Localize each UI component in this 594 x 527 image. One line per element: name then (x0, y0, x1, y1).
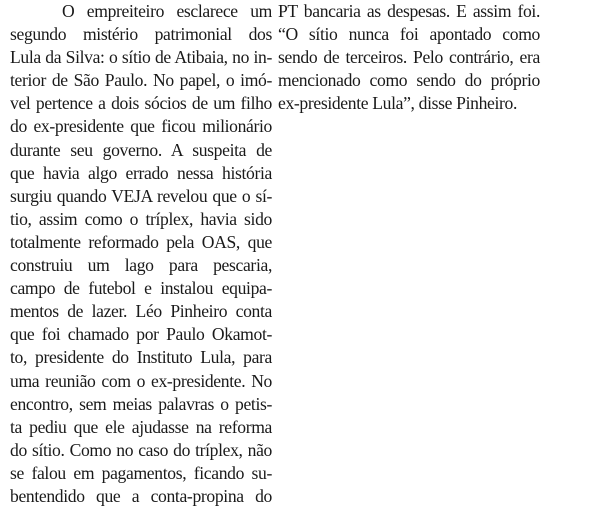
article-text-line: ta pediu que ele ajudasse na reforma (10, 416, 272, 437)
article-text-line: terior de São Paulo. No papel, o imó- (10, 70, 272, 91)
article-text-line: que foi chamado por Paulo Okamot- (10, 324, 272, 345)
article-text-line: uma reunião com o ex-presidente. No (10, 370, 272, 391)
article-text-line: durante seu governo. A suspeita de (10, 139, 272, 160)
article-text-line: surgiu quando VEJA revelou que o sí- (10, 185, 272, 206)
article-text-line: sendo de terceiros. Pelo contrário, era (278, 47, 540, 68)
article-text-line: mencionado como sendo do próprio (278, 70, 540, 91)
article-text-line: O empreiteiro esclarece um (62, 1, 272, 21)
article-text-line: construiu um lago para pescaria, (10, 255, 272, 276)
article-text-line: encontro, sem meias palavras o petis- (10, 393, 272, 414)
article-text-line: que havia algo errado nessa história (10, 162, 272, 183)
article-text-line: do sítio. Como no caso do tríplex, não (10, 439, 272, 460)
article-text-line: tio, assim como o tríplex, havia sido (10, 208, 272, 229)
article-text-line: vel pertence a dois sócios de um filho (10, 93, 272, 114)
article-text-line: totalmente reformado pela OAS, que (10, 231, 272, 252)
article-text-line: Lula da Silva: o sítio de Atibaia, no in- (10, 47, 272, 68)
article-text-line: mentos de lazer. Léo Pinheiro conta (10, 301, 272, 322)
article-text-line: ex-presidente Lula”, disse Pinheiro. (278, 93, 518, 114)
article-text-line: segundo mistério patrimonial dos (10, 24, 272, 45)
article-text-line: se falou em pagamentos, ficando su- (10, 462, 272, 483)
article-text-line: PT bancaria as despesas. E assim foi. (278, 1, 540, 21)
article-text-line: to, presidente do Instituto Lula, para (10, 347, 272, 368)
article-text-line: do ex-presidente que ficou milionário (10, 116, 272, 137)
article-text-line: “O sítio nunca foi apontado como (278, 24, 540, 45)
article-column-right (278, 0, 540, 115)
article-text-line: bentendido que a conta-propina do (10, 485, 272, 506)
article-column-left (10, 0, 272, 508)
article-text-line: campo de futebol e instalou equipa- (10, 278, 272, 299)
